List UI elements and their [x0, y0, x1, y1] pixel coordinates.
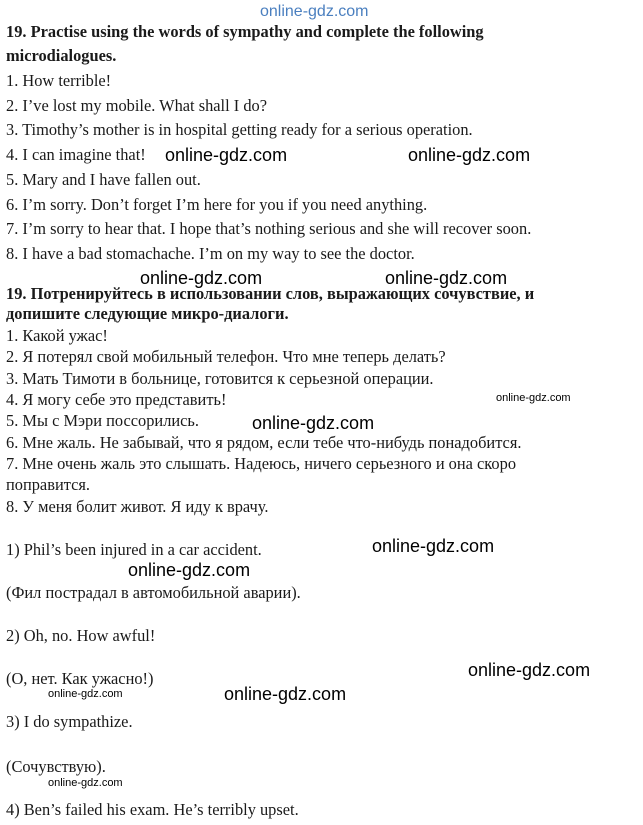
watermark: online-gdz.com: [408, 145, 531, 165]
list-item: 8. I have a bad stomachache. I’m on my way to see the doctor.: [6, 244, 415, 263]
answer-line: (О, нет. Как ужасно!): [6, 669, 154, 688]
list-item: 8. У меня болит живот. Я иду к врачу.: [6, 497, 269, 516]
watermark: online-gdz.com: [224, 684, 347, 704]
answer-line: 4) Ben’s failed his exam. He’s terribly upset.: [6, 800, 299, 819]
watermark: online-gdz.com: [140, 268, 263, 288]
exercise-title-en-cont: microdialogues.: [6, 46, 117, 65]
list-item: 2. Я потерял свой мобильный телефон. Что мне теперь делать?: [6, 347, 446, 366]
watermark: online-gdz.com: [128, 560, 251, 580]
list-item: 6. I’m sorry. Don’t forget I’m here for you if you need anything.: [6, 195, 428, 214]
answer-line: (Фил пострадал в автомобильной аварии).: [6, 583, 301, 602]
watermark: online-gdz.com: [48, 777, 123, 789]
exercise-title-en: 19. Practise using the words of sympathy and complete the following: [6, 22, 484, 41]
watermark: online-gdz.com: [260, 3, 369, 20]
answer-line: 1) Phil’s been injured in a car accident.: [6, 540, 262, 559]
answer-line: (Сочувствую).: [6, 757, 106, 776]
list-item: 5. Мы с Мэри поссорились.: [6, 411, 200, 430]
watermark: online-gdz.com: [165, 145, 288, 165]
list-item: 7. I’m sorry to hear that. I hope that’s nothing serious and she will recover soon.: [6, 219, 532, 238]
watermark: online-gdz.com: [372, 536, 495, 556]
list-item: 7. Мне очень жаль это слышать. Надеюсь, ничего серьезного и она скоро: [6, 454, 517, 473]
list-item: 4. Я могу себе это представить!: [6, 390, 227, 409]
watermark: online-gdz.com: [252, 413, 375, 433]
exercise-title-ru: 19. Потренируйтесь в использовании слов, выражающих сочувствие, и: [6, 284, 535, 303]
watermark: online-gdz.com: [385, 268, 508, 288]
list-item: 1. Какой ужас!: [6, 326, 108, 345]
list-item: 5. Mary and I have fallen out.: [6, 170, 201, 189]
list-item: 3. Timothy’s mother is in hospital getting ready for a serious operation.: [6, 120, 473, 139]
answer-line: 3) I do sympathize.: [6, 712, 133, 731]
watermark: online-gdz.com: [48, 688, 123, 700]
list-item: 2. I’ve lost my mobile. What shall I do?: [6, 96, 267, 115]
watermark: online-gdz.com: [496, 392, 571, 404]
list-item: 1. How terrible!: [6, 71, 112, 90]
list-item: 6. Мне жаль. Не забывай, что я рядом, если тебе что-нибудь понадобится.: [6, 433, 522, 452]
watermark: online-gdz.com: [468, 660, 591, 680]
exercise-title-ru-cont: допишите следующие микро-диалоги.: [6, 304, 289, 323]
list-item: поправится.: [6, 475, 90, 494]
answer-line: 2) Oh, no. How awful!: [6, 626, 156, 645]
list-item: 4. I can imagine that!: [6, 145, 146, 164]
list-item: 3. Мать Тимоти в больнице, готовится к серьезной операции.: [6, 369, 434, 388]
